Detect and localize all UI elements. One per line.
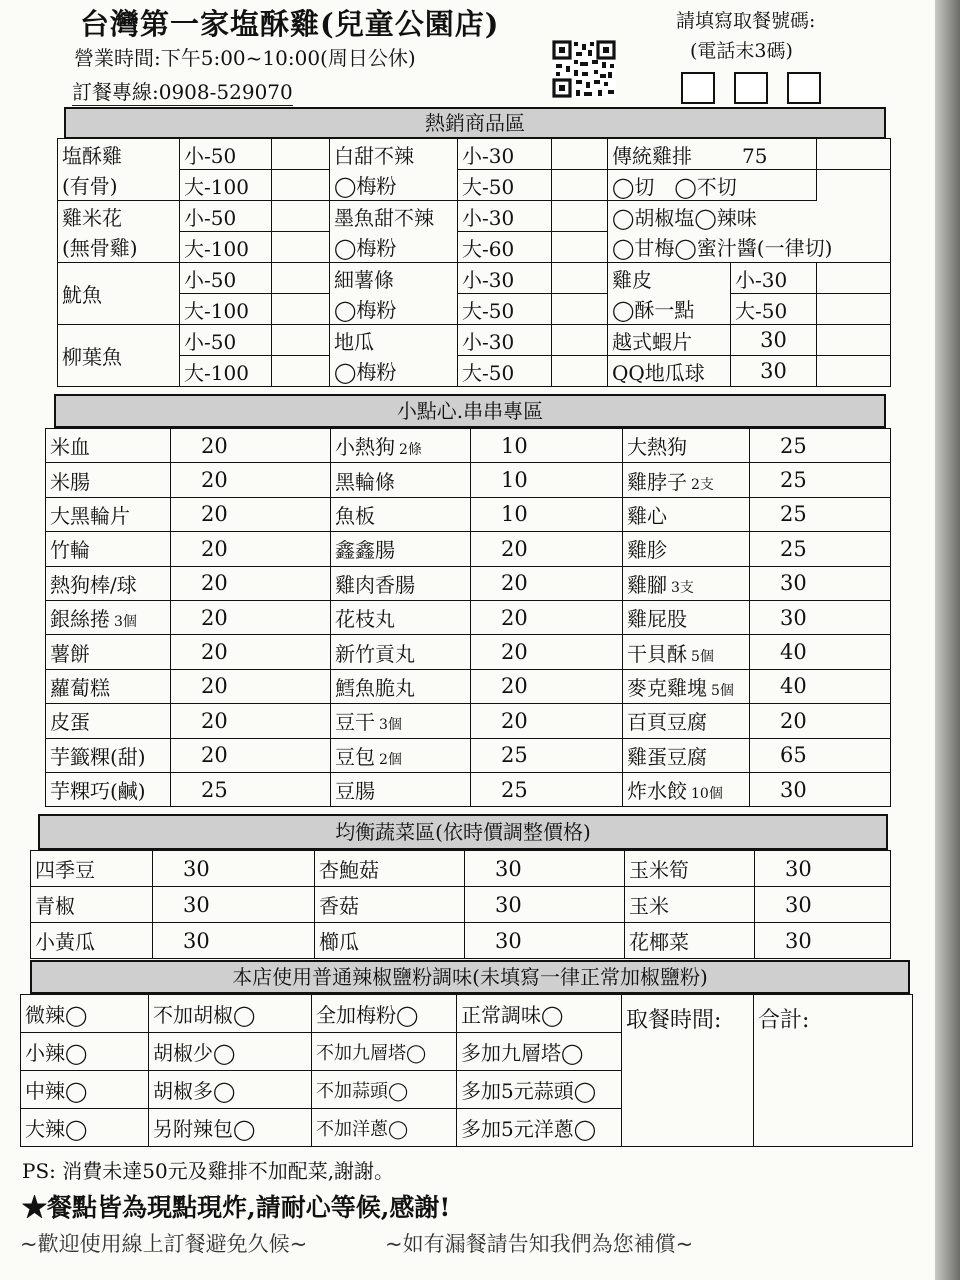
item-name: QQ地瓜球 (608, 356, 731, 387)
item-name (331, 463, 471, 497)
seasoning-option[interactable]: 胡椒少◯ (149, 1033, 312, 1071)
veg-section-header: 均衡蔬菜區(依時價調整價格) (38, 814, 888, 850)
quantity-cell[interactable] (817, 356, 891, 387)
item-label: 雞肉香腸 (335, 572, 415, 597)
table-row (21, 995, 913, 1033)
item-name (331, 429, 471, 463)
seasoning-option[interactable]: 不加洋蔥◯ (312, 1109, 457, 1147)
table-row (46, 532, 891, 566)
item-name (623, 635, 750, 669)
item-name (623, 429, 750, 463)
item-name: 墨魚甜不辣 (330, 201, 458, 232)
item-price: 20 (171, 497, 331, 531)
item-quantity-note: 10個 (691, 786, 723, 803)
item-price: 小-30 (731, 263, 817, 294)
table-row (46, 463, 891, 497)
seasoning-option[interactable]: 胡椒多◯ (149, 1071, 312, 1109)
item-name (46, 532, 171, 566)
item-name (623, 600, 750, 634)
quantity-cell[interactable] (817, 263, 891, 294)
item-name (623, 669, 750, 703)
seasoning-option[interactable]: 不加胡椒◯ (149, 995, 312, 1033)
item-name (46, 772, 171, 806)
item-name (331, 772, 471, 806)
item-price: 30 (755, 887, 891, 923)
item-price: 25 (750, 532, 891, 566)
table-row (46, 738, 891, 772)
quantity-cell[interactable] (552, 263, 608, 294)
item-label: 麥克雞塊 (627, 675, 707, 700)
ps-note: PS: 消費未達50元及雞排不加配菜,謝謝。 (22, 1159, 395, 1183)
item-name (46, 497, 171, 531)
quantity-cell[interactable] (272, 263, 330, 294)
item-price: 40 (750, 669, 891, 703)
seasoning-option[interactable]: 多加九層塔◯ (457, 1033, 622, 1071)
item-name (46, 600, 171, 634)
chicken-steak-flavor-options: ◯胡椒塩◯辣味 (608, 201, 891, 232)
item-label: 芋籤粿(甜) (50, 744, 146, 769)
quantity-cell[interactable] (552, 170, 608, 201)
total-field[interactable]: 合計: (754, 995, 913, 1147)
table-row (46, 497, 891, 531)
item-name (331, 635, 471, 669)
item-name: 柳葉魚 (58, 325, 180, 387)
item-name: (無骨雞) (58, 232, 180, 263)
chicken-steak-sauce-options: ◯甘梅◯蜜汁醬(一律切) (608, 232, 891, 263)
item-name: 雞皮 (608, 263, 731, 294)
seasoning-option[interactable]: 小辣◯ (21, 1033, 149, 1071)
hot-items-table (57, 138, 891, 387)
seasoning-option[interactable]: 多加5元洋蔥◯ (457, 1109, 622, 1147)
item-price: 30 (465, 887, 625, 923)
item-name (46, 669, 171, 703)
item-name: 越式蝦片 (608, 325, 731, 356)
item-price: 20 (171, 738, 331, 772)
chicken-steak-name: 傳統雞排 (612, 143, 692, 168)
order-phone: 訂餐專線:0908-529070 (72, 76, 293, 106)
item-name: (有骨) (58, 170, 180, 201)
item-price: 30 (153, 923, 315, 959)
table-row (58, 263, 891, 294)
item-label: 雞腳 (627, 572, 667, 597)
item-name (46, 429, 171, 463)
chicken-steak-cut-options: ◯切 ◯不切 (608, 170, 817, 201)
seasoning-option[interactable]: 不加蒜頭◯ (312, 1071, 457, 1109)
item-name (623, 497, 750, 531)
store-title: 台灣第一家塩酥雞(兒童公園店) (80, 7, 500, 41)
item-name: 塩酥雞 (58, 139, 180, 170)
business-hours: 營業時間:下午5:00~10:00(周日公休) (74, 46, 416, 70)
item-price: 30 (153, 851, 315, 887)
quantity-cell[interactable] (552, 201, 608, 232)
item-price: 25 (750, 463, 891, 497)
item-price: 大-50 (458, 356, 552, 387)
item-label: 雞心 (627, 503, 667, 528)
item-name (623, 772, 750, 806)
snacks-section-header: 小點心.串串專區 (54, 394, 886, 428)
item-price: 20 (750, 704, 891, 738)
item-name (623, 566, 750, 600)
item-name (331, 566, 471, 600)
item-label: 銀絲捲 (50, 607, 110, 632)
table-row (31, 923, 891, 959)
item-price: 30 (465, 851, 625, 887)
item-quantity-note: 5個 (711, 682, 734, 699)
quantity-cell[interactable] (272, 201, 330, 232)
item-label: 米腸 (50, 469, 90, 494)
table-row (58, 139, 891, 170)
seasoning-section-header: 本店使用普通辣椒鹽粉調味(未填寫一律正常加椒鹽粉) (30, 960, 910, 994)
item-price: 65 (750, 738, 891, 772)
quantity-cell[interactable] (552, 139, 608, 170)
item-quantity-note: 5個 (691, 648, 714, 665)
item-label: 芋粿巧(鹹) (50, 779, 146, 804)
item-label: 雞屁股 (627, 607, 687, 632)
veg-table (30, 850, 891, 959)
item-quantity-note: 2支 (691, 476, 714, 493)
item-label: 蘿蔔糕 (50, 675, 110, 700)
seasoning-option[interactable]: 另附辣包◯ (149, 1109, 312, 1147)
item-price: 30 (755, 923, 891, 959)
item-price: 25 (471, 738, 623, 772)
item-label: 黑輪條 (335, 469, 395, 494)
item-label: 大黑輪片 (50, 503, 130, 528)
item-name: ◯梅粉 (330, 170, 458, 201)
quantity-cell[interactable] (552, 356, 608, 387)
item-name: 玉米筍 (625, 851, 755, 887)
item-price: 40 (750, 635, 891, 669)
item-price: 30 (750, 566, 891, 600)
item-price: 小-50 (180, 263, 272, 294)
quantity-cell[interactable] (272, 139, 330, 170)
table-row (31, 887, 891, 923)
pickup-number-label: 請填寫取餐號碼: (676, 10, 816, 32)
item-name: 花椰菜 (625, 923, 755, 959)
item-price: 大-100 (180, 356, 272, 387)
pickup-number-hint: (電話末3碼) (690, 40, 793, 62)
item-price: 20 (171, 600, 331, 634)
table-row (46, 429, 891, 463)
table-row (58, 294, 891, 325)
item-price: 30 (153, 887, 315, 923)
item-price: 20 (471, 532, 623, 566)
item-name (623, 738, 750, 772)
table-row (58, 170, 891, 201)
seasoning-option[interactable]: 中辣◯ (21, 1071, 149, 1109)
seasoning-table (20, 994, 913, 1147)
item-price: 20 (171, 463, 331, 497)
item-label: 鑫鑫腸 (335, 538, 395, 563)
item-price: 大-60 (458, 232, 552, 263)
table-row (46, 635, 891, 669)
item-label: 花枝丸 (335, 607, 395, 632)
item-price: 10 (471, 429, 623, 463)
hot-section-header: 熱銷商品區 (64, 107, 886, 139)
item-price: 20 (471, 669, 623, 703)
table-row (58, 201, 891, 232)
item-quantity-note: 3支 (671, 579, 694, 596)
item-name: 小黃瓜 (31, 923, 153, 959)
item-name: 魷魚 (58, 263, 180, 325)
fresh-fried-notice: ★餐點皆為現點現炸,請耐心等候,感謝! (22, 1193, 451, 1222)
item-price: 25 (750, 497, 891, 531)
item-name (331, 738, 471, 772)
item-price: 小-30 (458, 139, 552, 170)
item-price: 30 (465, 923, 625, 959)
item-label: 薯餅 (50, 641, 90, 666)
item-name: 香菇 (315, 887, 465, 923)
item-label: 豆干 (335, 710, 375, 735)
item-name (331, 532, 471, 566)
item-name (46, 704, 171, 738)
item-label: 竹輪 (50, 538, 90, 563)
item-name (623, 704, 750, 738)
chicken-steak-price: 75 (742, 143, 768, 168)
item-price: 小-50 (180, 325, 272, 356)
item-name: 四季豆 (31, 851, 153, 887)
item-price: 小-50 (180, 139, 272, 170)
item-price: 大-100 (180, 170, 272, 201)
item-price: 20 (471, 635, 623, 669)
item-name (331, 497, 471, 531)
quantity-cell[interactable] (552, 325, 608, 356)
item-price: 20 (471, 566, 623, 600)
item-price: 小-50 (180, 201, 272, 232)
item-label: 鱈魚脆丸 (335, 675, 415, 700)
quantity-cell[interactable] (272, 325, 330, 356)
item-price: 20 (171, 669, 331, 703)
item-quantity-note: 2條 (399, 442, 422, 459)
item-name: ◯梅粉 (330, 356, 458, 387)
item-name: 細薯條 (330, 263, 458, 294)
item-price: 25 (471, 772, 623, 806)
item-label: 新竹貢丸 (335, 641, 415, 666)
item-name (331, 704, 471, 738)
item-name (46, 463, 171, 497)
item-price: 20 (471, 704, 623, 738)
item-label: 豆包 (335, 744, 375, 769)
quantity-cell[interactable] (552, 232, 608, 263)
table-row (46, 704, 891, 738)
item-price: 20 (171, 704, 331, 738)
table-row (46, 566, 891, 600)
item-price: 20 (171, 566, 331, 600)
item-label: 皮蛋 (50, 710, 90, 735)
item-price: 20 (471, 600, 623, 634)
missing-order-note: ~如有漏餐請告知我們為您補償~ (385, 1232, 694, 1256)
item-label: 炸水餃 (627, 779, 687, 804)
item-price: 30 (750, 600, 891, 634)
item-price: 20 (171, 635, 331, 669)
item-name: ◯梅粉 (330, 232, 458, 263)
seasoning-option[interactable]: 微辣◯ (21, 995, 149, 1033)
item-label: 雞胗 (627, 538, 667, 563)
quantity-cell[interactable] (552, 294, 608, 325)
quantity-cell[interactable] (817, 170, 891, 201)
snacks-table (45, 428, 891, 807)
quantity-cell[interactable] (817, 139, 891, 170)
item-label: 大熱狗 (627, 435, 687, 460)
item-price: 小-30 (458, 325, 552, 356)
seasoning-option[interactable]: 多加5元蒜頭◯ (457, 1071, 622, 1109)
item-name: 杏鮑菇 (315, 851, 465, 887)
qr-code-icon (552, 40, 616, 98)
item-label: 豆腸 (335, 779, 375, 804)
quantity-cell[interactable] (272, 232, 330, 263)
item-name (623, 532, 750, 566)
item-name: 櫛瓜 (315, 923, 465, 959)
item-price: 大-100 (180, 232, 272, 263)
quantity-cell[interactable] (272, 356, 330, 387)
item-quantity-note: 3個 (114, 614, 137, 631)
item-name (46, 635, 171, 669)
item-quantity-note: 2個 (379, 751, 402, 768)
item-name: ◯梅粉 (330, 294, 458, 325)
quantity-cell[interactable] (817, 325, 891, 356)
item-name (46, 566, 171, 600)
table-row (46, 772, 891, 806)
item-price: 大-50 (458, 294, 552, 325)
item-price: 大-50 (458, 170, 552, 201)
seasoning-option[interactable]: 正常調味◯ (457, 995, 622, 1033)
pickup-digit-box-1[interactable] (681, 72, 715, 104)
item-name: 雞米花 (58, 201, 180, 232)
seasoning-option[interactable]: 大辣◯ (21, 1109, 149, 1147)
item-label: 米血 (50, 435, 90, 460)
table-row (46, 600, 891, 634)
table-row (58, 232, 891, 263)
item-price: 30 (731, 325, 817, 356)
item-price: 30 (731, 356, 817, 387)
table-row (58, 356, 891, 387)
item-price: 大-50 (731, 294, 817, 325)
item-name (331, 669, 471, 703)
item-price: 30 (755, 851, 891, 887)
item-price: 20 (171, 429, 331, 463)
item-price: 10 (471, 497, 623, 531)
clipboard-edge (935, 0, 960, 1280)
item-name: 玉米 (625, 887, 755, 923)
item-price: 10 (471, 463, 623, 497)
item-price: 小-30 (458, 263, 552, 294)
item-name: 青椒 (31, 887, 153, 923)
item-price: 小-30 (458, 201, 552, 232)
item-name: 地瓜 (330, 325, 458, 356)
item-price: 25 (171, 772, 331, 806)
table-row (58, 325, 891, 356)
quantity-cell[interactable] (272, 294, 330, 325)
item-label: 雞蛋豆腐 (627, 744, 707, 769)
pickup-digit-box-2[interactable] (734, 72, 768, 104)
item-label: 魚板 (335, 503, 375, 528)
item-name (331, 600, 471, 634)
seasoning-option[interactable]: 不加九層塔◯ (312, 1033, 457, 1071)
quantity-cell[interactable] (817, 294, 891, 325)
item-price: 大-100 (180, 294, 272, 325)
item-price: 20 (171, 532, 331, 566)
table-row (46, 669, 891, 703)
quantity-cell[interactable] (272, 170, 330, 201)
seasoning-option[interactable]: 全加梅粉◯ (312, 995, 457, 1033)
item-name: 白甜不辣 (330, 139, 458, 170)
item-label: 雞脖子 (627, 469, 687, 494)
item-label: 熱狗棒/球 (50, 572, 137, 597)
item-label: 干貝酥 (627, 641, 687, 666)
item-name (623, 463, 750, 497)
chicken-steak-cell (608, 139, 817, 170)
item-price: 30 (750, 772, 891, 806)
pickup-time-field[interactable]: 取餐時間: (622, 995, 754, 1147)
pickup-digit-box-3[interactable] (787, 72, 821, 104)
item-label: 百頁豆腐 (627, 710, 707, 735)
online-order-note: ~歡迎使用線上訂餐避免久候~ (20, 1232, 308, 1256)
item-option: ◯酥一點 (608, 294, 731, 325)
item-quantity-note: 3個 (379, 717, 402, 734)
item-label: 小熱狗 (335, 435, 395, 460)
item-price: 25 (750, 429, 891, 463)
item-name (46, 738, 171, 772)
table-row (31, 851, 891, 887)
